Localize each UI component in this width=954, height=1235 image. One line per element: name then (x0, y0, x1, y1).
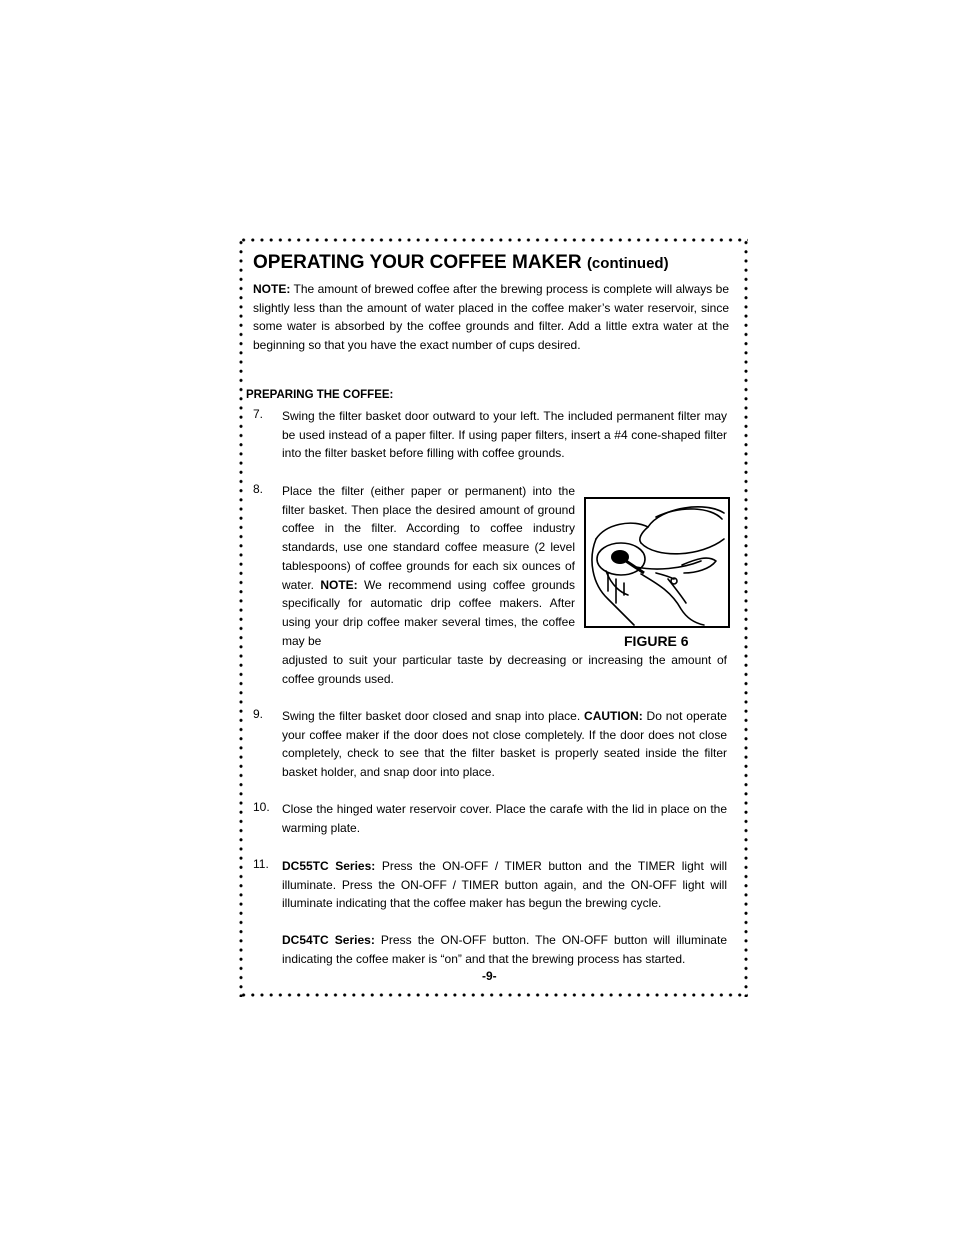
page-number: -9- (482, 969, 497, 983)
step-8-note-label: NOTE: (320, 577, 358, 592)
step-11-number: 11. (253, 857, 269, 871)
title-continued: (continued) (586, 255, 669, 272)
page-title (253, 252, 669, 274)
step-11-dc55tc (282, 857, 727, 913)
step-9-text-a: Swing the filter basket door closed and snap into place. (282, 709, 585, 723)
step-8-number: 8. (253, 482, 264, 496)
step-8-text-wrapped (282, 482, 575, 650)
step-10-text: Close the hinged water reservoir cover. Place the carafe with the lid in place on the warming plate. (282, 802, 727, 835)
border-left (239, 238, 243, 997)
step-7-number: 7. (253, 407, 264, 421)
border-top (239, 238, 748, 242)
dc55tc-label: DC55TC Series: (282, 859, 376, 873)
step-9-caution-label: CAUTION: (584, 709, 643, 723)
border-bottom (239, 993, 748, 997)
step-8-text-b: We recommend using coffee grounds specifically for automatic drip coffee makers. After using your drip coffee maker several times, the coffee may be (282, 577, 575, 648)
step-8-text-c: adjusted to suit your particular taste by decreasing or increasing the amount of coffee grounds used. (282, 653, 727, 686)
step-9-text (282, 707, 727, 782)
dc54tc-text: Press the ON-OFF button. The ON-OFF button will illuminate indicating the coffee maker is “on” and that the brewing process has started. (282, 933, 727, 966)
step-9-text-b: Do not operate your coffee maker if the door does not close completely. If the door does not close completely, check to see that the filter basket is properly seated inside the filter basket holder, and snap door into place. (282, 709, 727, 780)
note-label: NOTE: (253, 282, 291, 296)
section-heading: PREPARING THE COFFEE: (246, 389, 394, 401)
border-right (744, 238, 748, 997)
step-10-number: 10. (253, 800, 270, 814)
note-text: The amount of brewed coffee after the brewing process is complete will always be slightly less than the amount of water placed in the coffee maker’s water reservoir, since some water is absorbed by the coffee grounds and filter. Add a little extra water at the beginning so that you have the exact number of cups desired. (253, 282, 729, 353)
step-8-text-a: Place the filter (either paper or permanent) into the filter basket. Then place the desired amount of ground coffee in the filter. According to coffee industry standards, use one standard coffee measure (2 level tablespoons) of coffee grounds for each six ounces of water. (282, 484, 575, 592)
note-paragraph (253, 280, 729, 355)
figure-caption: FIGURE 6 (624, 633, 689, 649)
step-11-dc54tc (282, 931, 727, 968)
filter-basket-illustration (586, 499, 728, 626)
title-main: OPERATING YOUR COFFEE MAKER (253, 252, 582, 273)
dc54tc-label: DC54TC Series: (282, 933, 375, 947)
figure-6-image (584, 497, 730, 628)
dc55tc-text: Press the ON-OFF / TIMER button and the TIMER light will illuminate. Press the ON-OFF / TIMER button again, and the ON-OFF light will illuminate indicating that the coffee maker has begun the brewing cycle. (282, 859, 727, 911)
step-7-text: Swing the filter basket door outward to your left. The included permanent filter may be used instead of a paper filter. If using paper filters, insert a #4 cone-shaped filter into the filter basket before filling with coffee grounds. (282, 409, 727, 461)
step-9-number: 9. (253, 707, 264, 721)
